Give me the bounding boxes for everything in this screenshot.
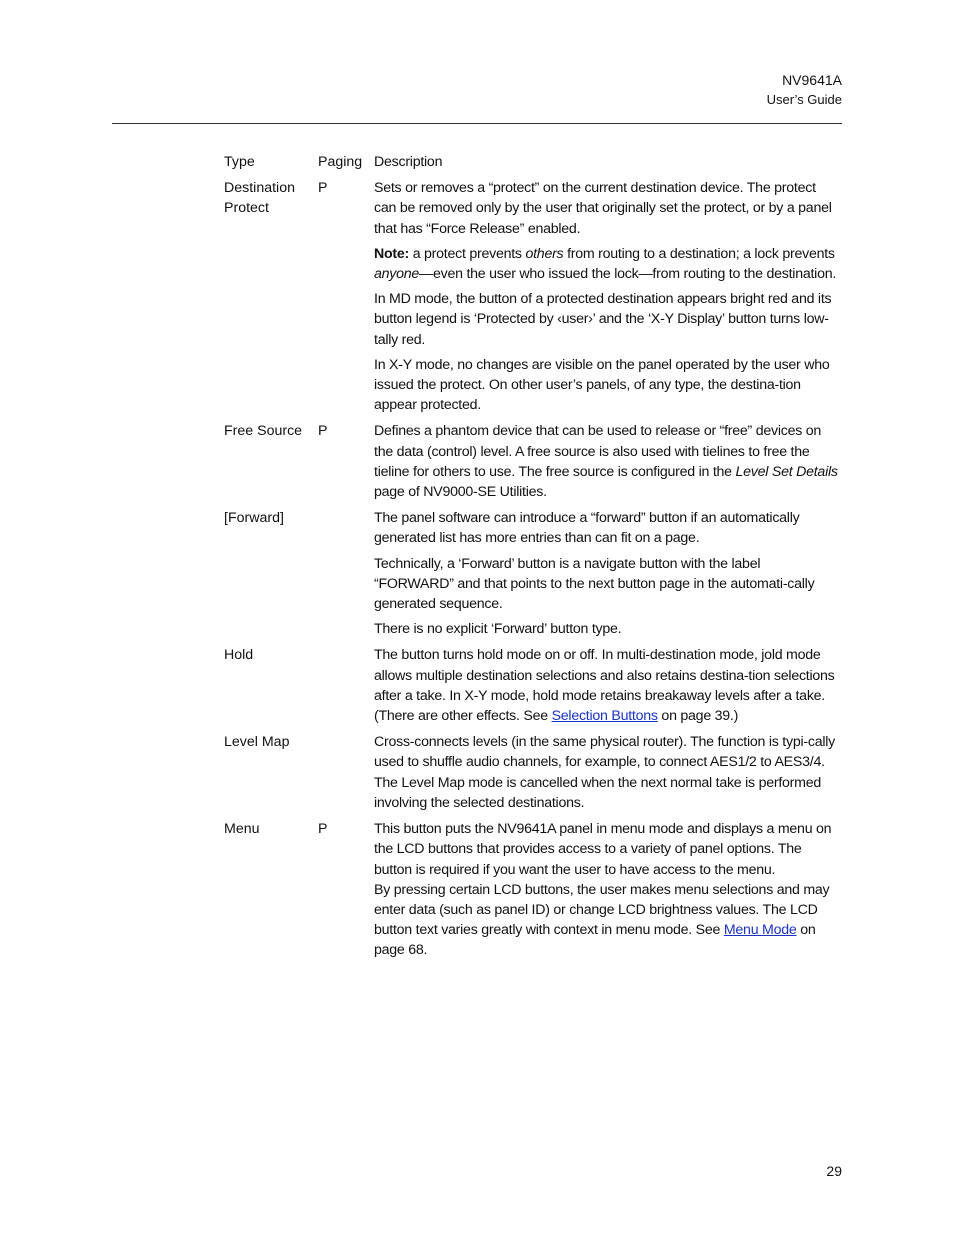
row-description [374, 819, 838, 960]
description-paragraph [374, 244, 838, 284]
row-paging: P [318, 821, 328, 838]
column-header-description: Description [374, 154, 443, 170]
row-description [374, 421, 838, 502]
guide-title: User’s Guide [766, 92, 842, 107]
column-header-paging: Paging [318, 154, 363, 170]
emphasis-text: Level Set Details [735, 463, 838, 480]
description-paragraph [374, 732, 838, 772]
text-span: Defines a phantom device that can be used to release or “free” devices on the data (control) level. A free source is also used with tielines to free the tieline for others to use. The free source is configured in the [374, 423, 822, 480]
row-type: Level Map [224, 734, 290, 751]
header-rule [112, 123, 842, 124]
text-span: In MD mode, the button of a protected destination appears bright red and its button legend is ‘Protected by ‹user›’ and the ‘X-Y Display’ button turns low-tally red. [374, 291, 832, 348]
product-name: NV9641A [782, 72, 842, 88]
description-paragraph [374, 178, 838, 239]
running-header [767, 70, 842, 110]
text-span: The panel software can introduce a “forward” button if an automatically generated list has more entries than can fit on a page. [374, 510, 800, 547]
page-number: 29 [826, 1163, 842, 1179]
description-paragraph [374, 619, 838, 639]
description-paragraph [374, 773, 838, 813]
table-row [224, 421, 838, 502]
table-header-row [224, 152, 838, 172]
text-span: a protect prevents [409, 245, 526, 262]
text-span: —even the user who issued the lock—from routing to the destination. [419, 266, 837, 283]
description-paragraph [374, 355, 838, 416]
row-type: Menu [224, 821, 260, 838]
table-row [224, 732, 838, 813]
text-span: This button puts the NV9641A panel in menu mode and displays a menu on the LCD buttons that provides access to a variety of panel options. The button is required if you want the user to have access to the menu. [374, 821, 832, 878]
text-span: The button turns hold mode on or off. In multi-destination mode, jold mode allows multiple destination selections and also retains destina-tion selections after a take. In X-Y mode, hold mode retains breakaway levels after a take. (There are other effects. See [374, 647, 835, 725]
row-description [374, 732, 838, 813]
text-span: Technically, a ‘Forward’ button is a navigate button with the label “FORWARD” and that points to the next button page in the automati-cally generated sequence. [374, 555, 815, 613]
row-type: [Forward] [224, 510, 284, 527]
text-span: Cross-connects levels (in the same physical router). The function is typi-cally used to shuffle audio channels, for example, to connect AES1/2 to AES3/4. [374, 734, 835, 771]
description-paragraph [374, 289, 838, 350]
row-paging [318, 645, 374, 726]
text-span: on page 39.) [657, 708, 739, 725]
row-description [374, 645, 838, 726]
table-row [224, 178, 838, 415]
cross-reference-link[interactable]: Menu Mode [723, 922, 797, 939]
row-paging [318, 732, 374, 813]
description-paragraph [374, 421, 838, 502]
text-span: There is no explicit ‘Forward’ button type. [374, 621, 622, 638]
text-span: By pressing certain LCD buttons, the user makes menu selections and may enter data (such as panel ID) or change LCD brightness values. The LCD button text varies greatly with context in menu mode. See [374, 881, 830, 939]
table-row [224, 508, 838, 639]
button-type-table [224, 152, 838, 967]
text-span: page of NV9000-SE Utilities. [374, 484, 547, 501]
row-type: Hold [224, 647, 254, 664]
text-span: on page 68. [374, 922, 816, 959]
row-paging: P [318, 180, 328, 197]
column-header-type: Type [224, 154, 255, 170]
row-paging [318, 508, 374, 639]
description-paragraph [374, 645, 838, 726]
text-span: from routing to a destination; a lock prevents [563, 245, 835, 262]
text-span: Sets or removes a “protect” on the current destination device. The protect can be removed only by the user that originally set the protect, or by a panel that has “Force Release” enabled. [374, 180, 832, 237]
table-row [224, 819, 838, 960]
emphasis-text: others [525, 245, 564, 262]
note-label: Note: [374, 245, 410, 262]
row-description [374, 508, 838, 639]
cross-reference-link[interactable]: Selection Buttons [551, 708, 658, 725]
emphasis-text: anyone [374, 266, 420, 283]
row-description [374, 178, 838, 415]
table-row [224, 645, 838, 726]
row-type: Destination Protect [224, 180, 295, 217]
text-span: The Level Map mode is cancelled when the next normal take is performed involving the selected destinations. [374, 774, 821, 811]
description-paragraph [374, 508, 838, 548]
row-type: Free Source [224, 423, 303, 440]
description-paragraph [374, 819, 838, 880]
row-paging: P [318, 423, 328, 440]
text-span: In X-Y mode, no changes are visible on the panel operated by the user who issued the protect. On other user’s panels, of any type, the destina-tion appear protected. [374, 356, 830, 414]
description-paragraph [374, 880, 838, 961]
description-paragraph [374, 554, 838, 615]
table-body [224, 178, 838, 960]
